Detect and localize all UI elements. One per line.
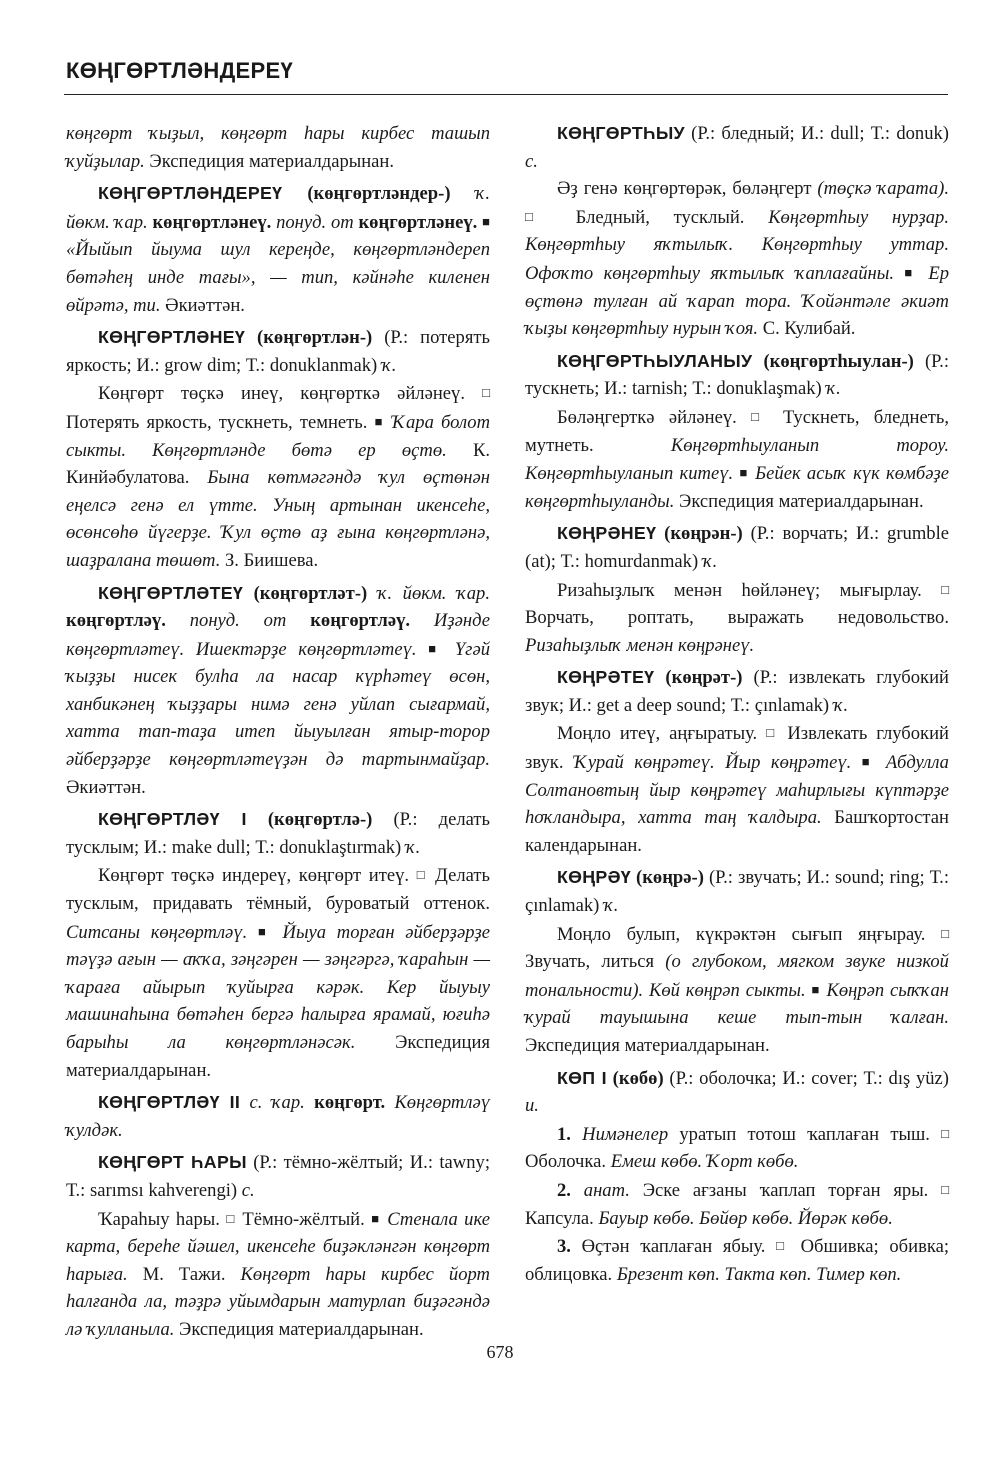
text-run: Моңло итеү, аңғыратыу. bbox=[557, 723, 767, 745]
text-run bbox=[443, 639, 455, 660]
example-marker-icon: ■ bbox=[904, 264, 918, 280]
dictionary-entry bbox=[525, 864, 949, 919]
bold-text: (көбө) bbox=[612, 1067, 664, 1089]
text-run bbox=[245, 327, 257, 348]
text-run: С. Кулибай. bbox=[758, 318, 856, 340]
example-marker-icon: ■ bbox=[811, 981, 821, 997]
italic-text: (төҫкә ҡарата). bbox=[817, 178, 949, 200]
text-run bbox=[654, 667, 665, 688]
text-run: Тускнеть, бледнеть, мутнеть. bbox=[525, 406, 949, 456]
text-run bbox=[243, 583, 254, 604]
italic-text: ҡ. bbox=[405, 836, 421, 858]
text-run: Оболочка. bbox=[525, 1151, 611, 1173]
italic-text: Көңрәп сыҡҡан ҡурай тауышына кеше тып-тын ҡалған. bbox=[525, 979, 950, 1029]
translation-marker-icon: □ bbox=[776, 1238, 790, 1254]
headword: КӨҢГӨРТ ҺАРЫ bbox=[98, 1152, 247, 1173]
text-run: Извлекать глубокий звук. bbox=[525, 723, 949, 774]
bold-text: көңгөрт. bbox=[314, 1092, 386, 1114]
italic-text: Көңгөртһыуланып тороу. Көңгөртһыуланып китеү. bbox=[525, 434, 949, 485]
italic-text: с. bbox=[525, 150, 538, 172]
italic-text: Стенала ике карта, береһе йәшел, икенсеһе биҙәкләнгән көңгөрт һарыға. bbox=[66, 1208, 490, 1285]
text-run: (Р.: оболочка; И.: cover; Т.: dış yüz) bbox=[663, 1067, 949, 1089]
entry-paragraph bbox=[66, 379, 490, 574]
entry-paragraph bbox=[66, 120, 490, 175]
entry-paragraph bbox=[525, 1232, 949, 1288]
right-column bbox=[525, 120, 949, 1288]
bold-text: (көңрәт-) bbox=[665, 667, 743, 689]
entry-paragraph bbox=[66, 861, 490, 1084]
text-run bbox=[286, 610, 310, 631]
text-run: Әҙ генә көңгөртөрәк, бөләңгерт bbox=[557, 178, 818, 200]
bold-text: көңгөртләнеү. bbox=[152, 211, 272, 233]
italic-text: Нимәнелер bbox=[582, 1123, 669, 1145]
translation-marker-icon: □ bbox=[941, 581, 949, 597]
bold-text: 3. bbox=[557, 1236, 571, 1258]
entry-paragraph bbox=[525, 719, 949, 859]
italic-text: понуд. от bbox=[189, 610, 287, 632]
dictionary-entry bbox=[525, 120, 949, 175]
italic-text: Көңгөртһыу нурҙар. Көңгөртһыу яҡтылыҡ. Көңгөртһыу уттар. Офоҡто көңгөртһыу яҡтылыҡ ҡаплағайны. bbox=[525, 206, 950, 284]
text-run: Ҡараһыу һары. bbox=[98, 1208, 227, 1230]
text-run: К. Кинйәбулатова. bbox=[66, 439, 490, 489]
italic-text: анат. bbox=[583, 1179, 630, 1201]
text-run bbox=[247, 922, 258, 943]
translation-marker-icon: □ bbox=[226, 1210, 236, 1226]
bold-text: 1. bbox=[557, 1123, 571, 1145]
italic-text: ҡ. bbox=[702, 550, 718, 572]
entry-paragraph bbox=[525, 1176, 949, 1232]
bold-text: (көңгөртлә-) bbox=[267, 809, 373, 831]
text-run: Әкиәттән. bbox=[66, 776, 146, 798]
italic-text: Көңгөртләү ҡулдәк. bbox=[66, 1092, 491, 1141]
bold-text: (көңгөртһыулан-) bbox=[763, 350, 914, 372]
text-run: (Р.: ворчать; И.: grumble (at); Т.: homurdanmak) bbox=[525, 523, 949, 572]
headword: КӨҢГӨРТЛӘНДЕРЕҮ bbox=[98, 183, 283, 204]
italic-text: с. bbox=[241, 1179, 255, 1201]
text-run bbox=[247, 809, 268, 830]
bold-text: көңгөртләү. bbox=[310, 610, 411, 632]
example-marker-icon: ■ bbox=[374, 413, 385, 429]
italic-text: «Йыйып йыума шул кереңде, көңгөртләндереп бөтәһең инде тағы», — тип, кәйнәһе киленен өйрәтә, ти. bbox=[66, 239, 490, 316]
bold-text: көңгөртләнеү. bbox=[358, 211, 478, 233]
text-run: Экспедиция материалдарынан. bbox=[66, 1032, 491, 1081]
headword: КӨҢГӨРТҺЫУЛАНЫУ bbox=[557, 350, 753, 371]
entry-paragraph bbox=[525, 403, 949, 515]
text-run bbox=[367, 583, 378, 604]
text-run: (Р.: потерять яркость; И.: grow dim; Т.: donuklanmak) bbox=[66, 327, 491, 376]
italic-text: Бауыр көбө. Бөйөр көбө. Йөрәк көбө. bbox=[598, 1207, 893, 1229]
italic-text: Йыуа торған әйберҙәрҙе тәүҙә ағын — аҡҡа, зәңгәрен — зәңгәргә, ҡараһын — ҡараға айырып ҡуйырға кәрәк. Кер йыуыу машинаһына бөтәһен бергә һалырға ярамай, юғиһә барыһы ла көңгөртләнәсәк. bbox=[66, 921, 490, 1053]
text-run: Делать тусклым, придавать тёмный, буроватый оттенок. bbox=[66, 865, 490, 915]
dictionary-entry bbox=[66, 1149, 490, 1204]
bold-text: көңгөртләү. bbox=[66, 610, 166, 632]
text-run: уратып тотош ҡаплаған тыш. bbox=[668, 1123, 942, 1145]
entry-paragraph bbox=[525, 1120, 949, 1176]
translation-marker-icon: □ bbox=[751, 408, 769, 424]
example-marker-icon: ■ bbox=[739, 465, 749, 481]
text-run: (Р.: делать тусклым; И.: make dull; Т.: donuklaştırmak) bbox=[66, 809, 490, 858]
text-run bbox=[410, 610, 434, 631]
example-marker-icon: ■ bbox=[428, 640, 444, 656]
translation-marker-icon: □ bbox=[482, 385, 490, 401]
text-run: Ворчать, роптать, выражать недовольство. bbox=[525, 607, 949, 629]
translation-marker-icon: □ bbox=[766, 725, 779, 741]
italic-text: Ҡурай көңрәтеү. Йыр көңрәтеү. bbox=[573, 752, 852, 774]
text-run: Эске ағзаны ҡаплап торған яры. bbox=[629, 1179, 942, 1201]
text-run: Бөләңгерткә әйләнеү. bbox=[557, 406, 752, 428]
text-run: (Р.: тёмно-жёлтый; И.: tawny; Т.: sarımsı kahverengi) bbox=[66, 1152, 490, 1201]
example-marker-icon: ■ bbox=[482, 213, 490, 229]
italic-text: Ҡара болот сыкты. Көңгөртләнде бөтә ер өҫтө. bbox=[66, 411, 491, 461]
dictionary-entry bbox=[66, 806, 490, 861]
text-run bbox=[417, 639, 429, 660]
headword: КӨҢГӨРТЛӘҮ I bbox=[98, 809, 247, 830]
text-run: Бледный, тусклый. bbox=[551, 206, 769, 228]
text-run: Өҫтән ҡаплаған ябыу. bbox=[570, 1236, 777, 1258]
text-run bbox=[875, 752, 885, 773]
dictionary-entry bbox=[525, 664, 949, 719]
example-marker-icon: ■ bbox=[257, 923, 272, 939]
headword: КӨП I bbox=[557, 1067, 607, 1088]
text-run bbox=[385, 412, 392, 433]
left-column bbox=[66, 120, 490, 1344]
text-run bbox=[918, 263, 928, 284]
text-run: (Р.: бледный; И.: dull; Т.: donuk) bbox=[684, 123, 949, 144]
translation-marker-icon: □ bbox=[941, 1181, 949, 1197]
text-run: Әкиәттән. bbox=[160, 294, 245, 316]
italic-text: Көңгөрт һары кирбес йорт һалғанда ла, тәҙрә уйымдарын матурлап биҙәгәндә лә ҡулланыла. bbox=[66, 1263, 490, 1340]
dictionary-entry bbox=[525, 520, 949, 575]
text-run bbox=[272, 922, 283, 943]
italic-text: ҡ. bbox=[381, 354, 397, 376]
italic-text: Үгәй ҡыҙҙы нисек булһа ла насар күрһәтеү өсөн, ханбикәнең ҡыҙҙары нимә генә уйлап сығармай, хатта тап-таҙа итеп йыуылған ятыр-торор әйберҙәрҙе көңгөртләтеүҙән дә тартынмайҙар. bbox=[66, 638, 490, 771]
bold-text: (көңгөртләндер-) bbox=[307, 183, 451, 205]
entry-paragraph bbox=[66, 1205, 490, 1344]
italic-text: Брезент көп. Такта көп. Тимер көп. bbox=[616, 1263, 902, 1285]
headword: КӨҢГӨРТЛӘТЕҮ bbox=[98, 582, 244, 603]
italic-text: понуд. от bbox=[276, 211, 354, 233]
text-run bbox=[571, 1180, 584, 1201]
dictionary-entry bbox=[66, 324, 490, 379]
text-run: Обшивка; обивка; облицовка. bbox=[525, 1236, 950, 1285]
headword: КӨҢРӘТЕҮ bbox=[557, 667, 655, 688]
translation-marker-icon: □ bbox=[525, 208, 552, 224]
text-run: М. Тажи. bbox=[127, 1263, 241, 1285]
text-run: Экспедиция материалдарынан. bbox=[144, 150, 395, 172]
italic-text: Иҙәнде көңгөртләтеү. Ишектәрҙе көңгөртләтеү. bbox=[66, 610, 490, 660]
italic-text: Ризаһыҙлыҡ менән көңрәнеү. bbox=[525, 634, 755, 656]
text-run: (Р.: звучать; И.: sound; ring; Т.: çınlamak) bbox=[525, 867, 949, 917]
italic-text: (о глубоком, мягком звуке низкой тональности). Көй көңрәп сыкты. bbox=[525, 951, 949, 1001]
bold-text: (көңрә-) bbox=[636, 867, 704, 889]
headword: КӨҢРӘҮ bbox=[557, 867, 631, 888]
italic-text: ҡ. bbox=[826, 378, 841, 400]
text-run: Башҡортостан календарынан. bbox=[525, 807, 949, 856]
bold-text: (көңгөртлән-) bbox=[257, 327, 373, 349]
text-run bbox=[656, 523, 664, 544]
dictionary-entry bbox=[525, 1065, 949, 1120]
headword: КӨҢРӘНЕҮ bbox=[557, 523, 657, 544]
text-run: Көңгөрт төҫкә индереү, көңгөрт итеү. bbox=[98, 865, 417, 887]
headword: КӨҢГӨРТЛӘҮ II bbox=[98, 1092, 241, 1113]
text-run: Капсула. bbox=[525, 1207, 599, 1229]
text-run bbox=[305, 1092, 314, 1113]
text-run: Экспедиция материалдарынан. bbox=[174, 1318, 424, 1340]
entry-paragraph bbox=[525, 175, 949, 343]
text-run: Экспедиция материалдарынан. bbox=[525, 1035, 770, 1056]
italic-text: Бейек асыҡ күк көмбәҙе көңгөртһыуланды. bbox=[525, 463, 950, 512]
italic-text: Бына көтмәгәндә ҡул өҫтөнән еңелсә генә ел үтте. Уның артынан икенсеһе, өсөнсөһө йүгерҙе. Ҡул өҫтө аҙ ғына көңгөртләнә, шаҙралана төшөт. bbox=[66, 467, 490, 571]
italic-text: Ситсаны көңгөртләү. bbox=[66, 921, 248, 943]
dictionary-entry bbox=[66, 1089, 490, 1144]
bold-text: (көңгөртләт-) bbox=[253, 582, 368, 604]
page-number: 678 bbox=[486, 1342, 514, 1362]
bold-text: (көңрән-) bbox=[664, 523, 743, 545]
italic-text: ҡ. йөкм. ҡар. bbox=[377, 582, 490, 604]
text-run: Ризаһыҙлыҡ менән һөйләнеү; мығырлау. bbox=[557, 579, 942, 601]
entry-paragraph bbox=[525, 920, 949, 1060]
text-run: Экспедиция материалдарынан. bbox=[674, 490, 924, 512]
italic-text: көңгөрт ҡыҙыл, көңгөрт һары кирбес ташып ҡуйҙылар. bbox=[66, 123, 490, 172]
translation-marker-icon: □ bbox=[941, 1125, 949, 1141]
running-head: КӨҢГӨРТЛӘНДЕРЕҮ bbox=[66, 58, 294, 83]
text-run bbox=[851, 752, 861, 773]
headword: КӨҢГӨРТҺЫУ bbox=[557, 123, 685, 143]
example-marker-icon: ■ bbox=[371, 1210, 381, 1226]
translation-marker-icon: □ bbox=[941, 925, 949, 941]
text-run: Звучать, литься bbox=[525, 951, 666, 973]
dictionary-entry bbox=[525, 348, 949, 403]
headword: КӨҢГӨРТЛӘНЕҮ bbox=[98, 327, 246, 348]
text-run: Потерять яркость, тускнеть, темнеть. bbox=[66, 411, 375, 433]
italic-text: с. ҡар. bbox=[249, 1092, 305, 1114]
italic-text: и. bbox=[525, 1095, 539, 1117]
italic-text: Емеш көбө. Ҡорт көбө. bbox=[610, 1151, 799, 1173]
text-run: Моңло булып, күкрәктән сығып яңғырау. bbox=[557, 923, 942, 945]
dictionary-entry bbox=[66, 580, 490, 802]
text-run: З. Биишева. bbox=[220, 549, 319, 571]
header-rule bbox=[64, 94, 948, 95]
italic-text: ҡ. bbox=[604, 895, 619, 917]
bold-text: 2. bbox=[557, 1179, 571, 1201]
text-run bbox=[240, 1092, 249, 1113]
text-run: Көңгөрт төҫкә инеү, көңгөрткә әйләнеү. bbox=[98, 383, 483, 405]
text-run bbox=[752, 351, 763, 372]
dictionary-entry bbox=[66, 180, 490, 319]
text-run: (Р.: тускнеть; И.: tarnish; Т.: donuklaşmak) bbox=[525, 350, 949, 400]
italic-text: Абдулла Солтановтың йыр көңрәтеү маһирлығы күптәрҙе һоҡландыра, хатта таң ҡалдыра. bbox=[525, 752, 949, 829]
text-run bbox=[166, 610, 190, 631]
text-run: (Р.: извлекать глубокий звук; И.: get a deep sound; Т.: çınlamak) bbox=[525, 667, 949, 716]
italic-text: ҡ. йөкм. ҡар. bbox=[66, 183, 490, 233]
italic-text: ҡ. bbox=[833, 694, 849, 716]
italic-text: Ер өҫтөнә тулған ай ҡарап тора. Ҡойәнтәле әкиәт ҡыҙы көңгөртһыу нурын ҡоя. bbox=[525, 262, 949, 340]
text-run bbox=[451, 183, 476, 204]
text-run bbox=[282, 183, 307, 204]
text-run bbox=[894, 263, 904, 284]
entry-paragraph bbox=[525, 576, 949, 660]
text-run bbox=[571, 1124, 582, 1145]
example-marker-icon: ■ bbox=[861, 754, 876, 770]
text-run: Тёмно-жёлтый. bbox=[235, 1208, 372, 1230]
translation-marker-icon: □ bbox=[416, 867, 428, 883]
